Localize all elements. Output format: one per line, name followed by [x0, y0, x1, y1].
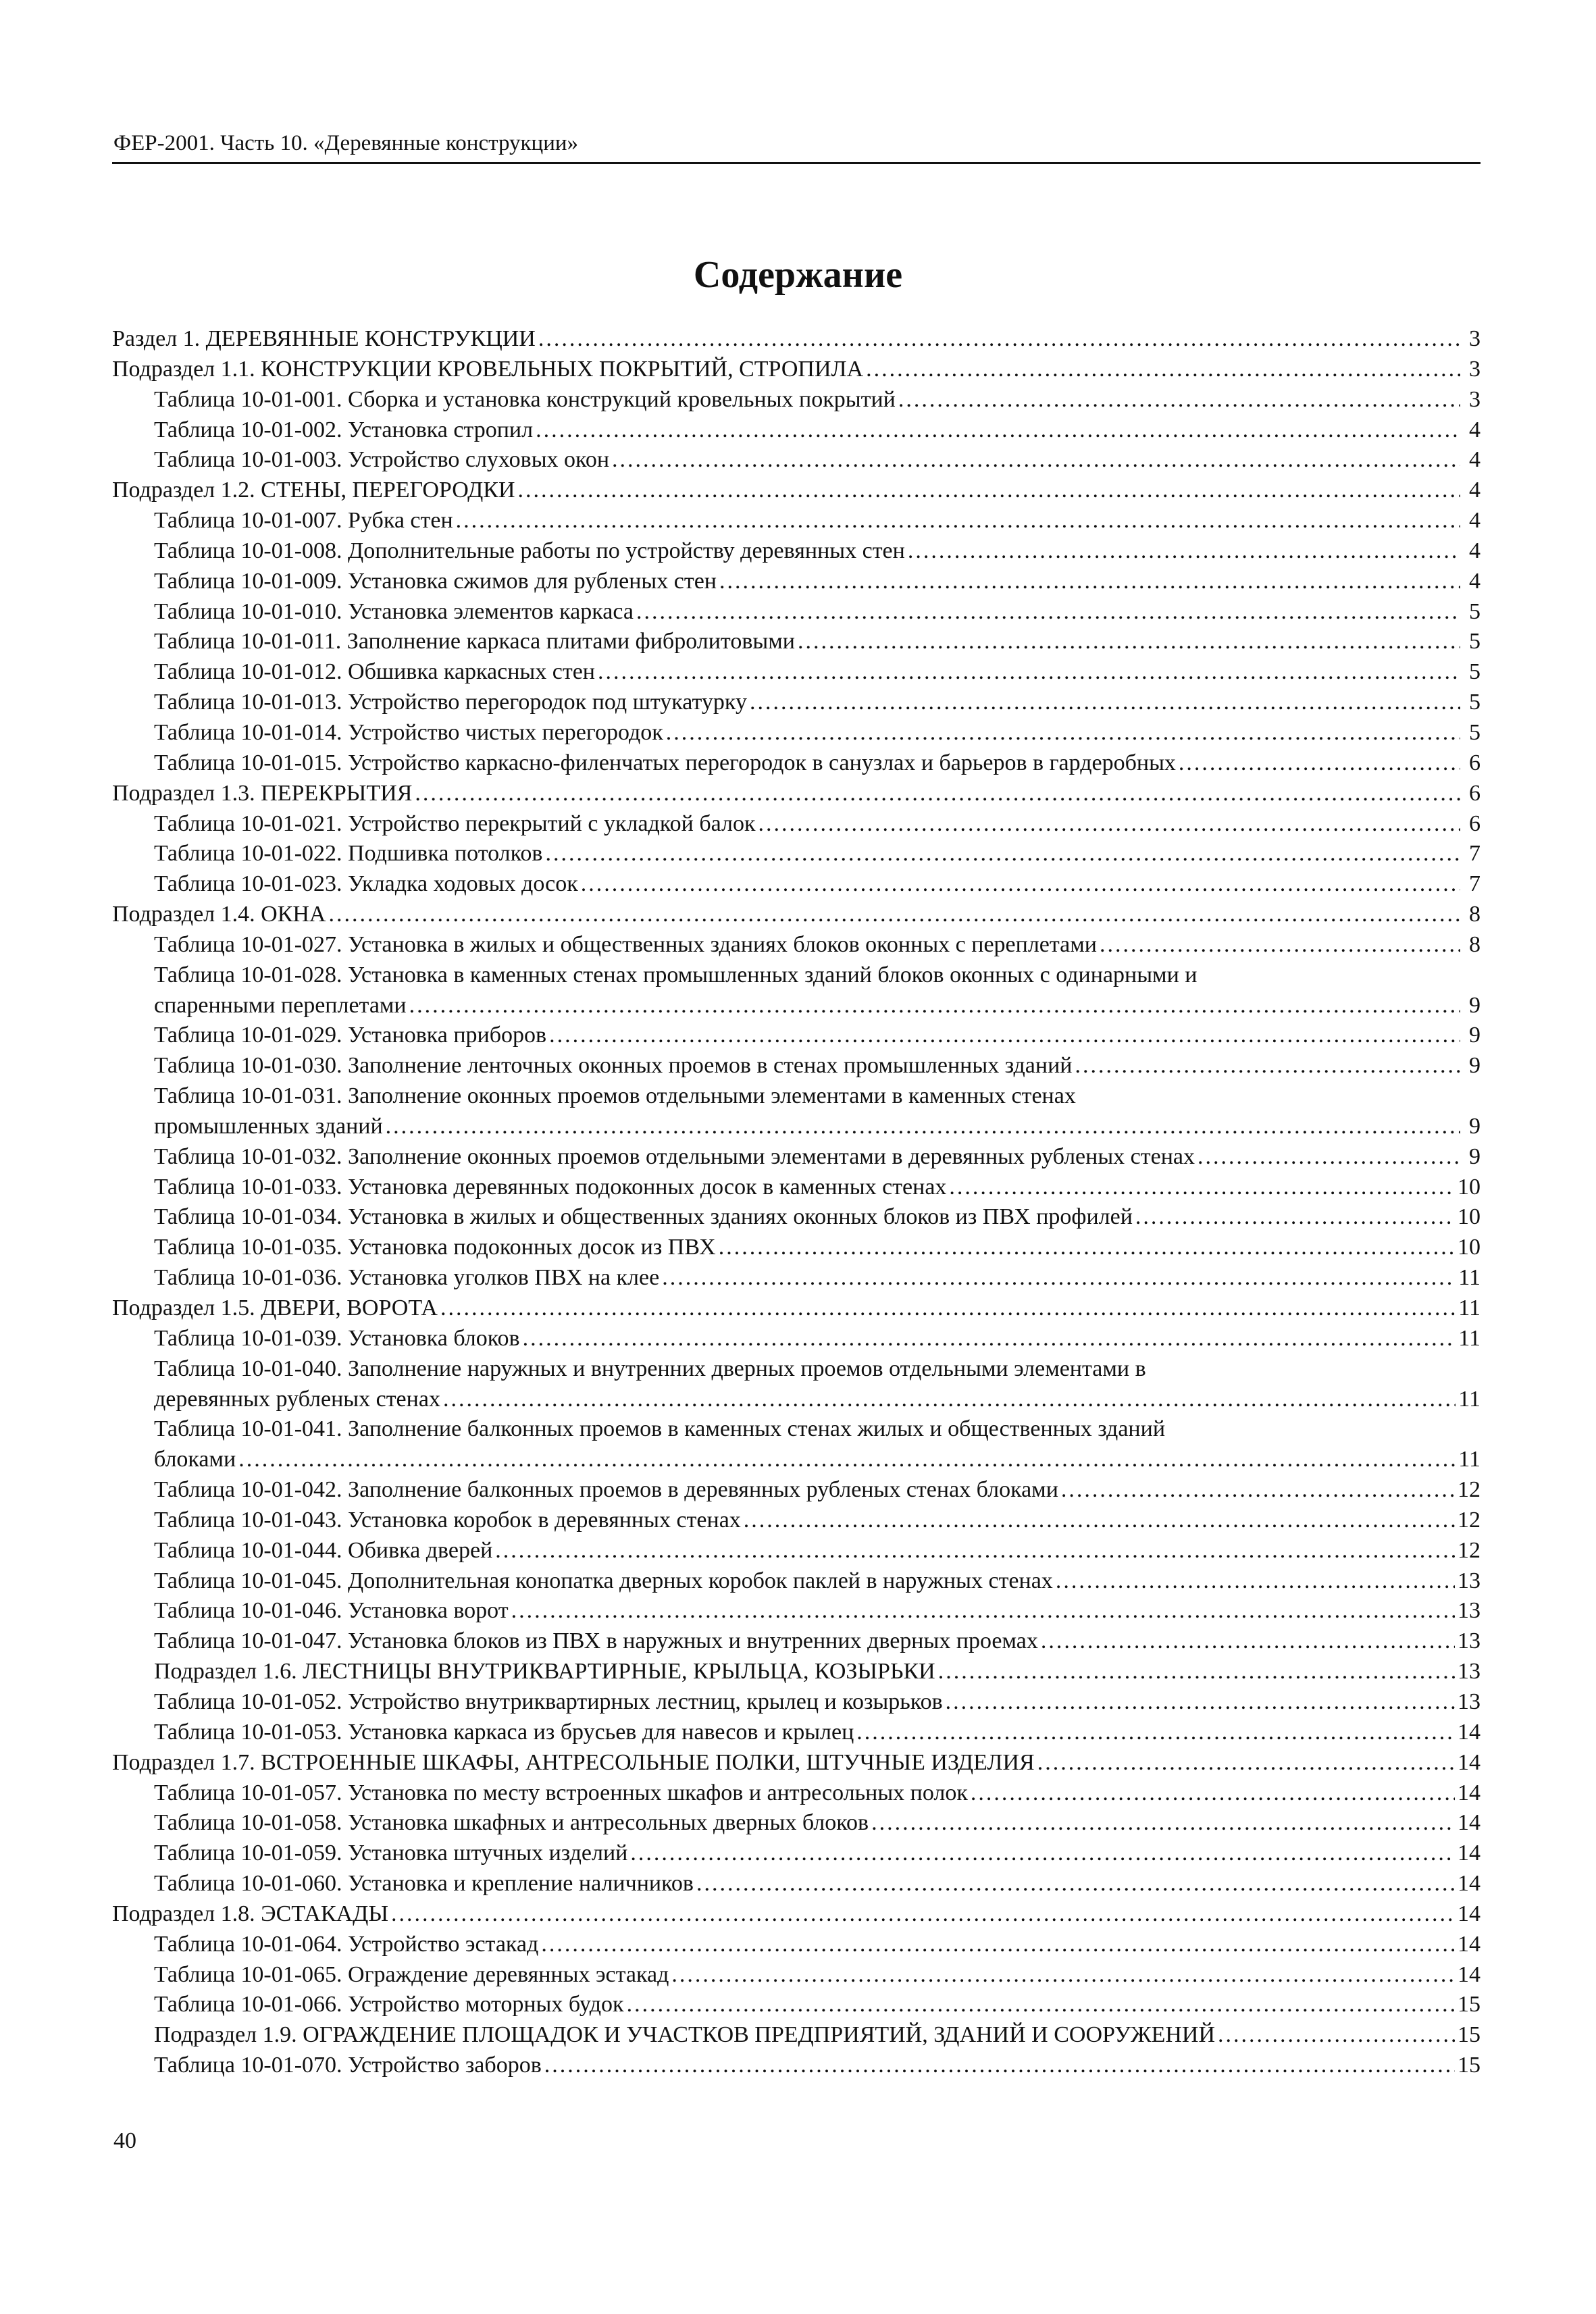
toc-entry-page: 14: [1458, 1871, 1481, 1897]
toc-entry[interactable]: [112, 718, 1481, 748]
toc-dot-leader: [538, 324, 1460, 355]
toc-entry[interactable]: [112, 869, 1481, 900]
toc-entry[interactable]: [112, 1960, 1481, 1990]
toc-entry-title: Таблица 10-01-023. Укладка ходовых досок: [154, 871, 578, 897]
toc-entry[interactable]: [112, 1869, 1481, 1899]
toc-entry-page: 6: [1469, 750, 1481, 775]
toc-entry-page: 5: [1469, 598, 1481, 624]
toc-entry-title: Таблица 10-01-012. Обшивка каркасных стен: [154, 659, 595, 685]
toc-entry-row: [112, 1748, 1481, 1778]
toc-entry-page: 3: [1469, 326, 1481, 351]
toc-entry[interactable]: [112, 688, 1481, 718]
toc-dot-leader: [598, 657, 1460, 688]
toc-entry[interactable]: [112, 748, 1481, 779]
toc-entry-page: 11: [1458, 1325, 1481, 1351]
toc-entry-row: [154, 1142, 1481, 1173]
toc-entry-page: 11: [1458, 1295, 1481, 1320]
toc-entry[interactable]: [112, 1657, 1481, 1687]
toc-entry-row: [154, 991, 1481, 1021]
toc-dot-leader: [750, 688, 1460, 718]
toc-entry-row: [154, 1778, 1481, 1809]
toc-dot-leader: [758, 809, 1461, 840]
toc-entry-page: 13: [1458, 1689, 1481, 1714]
toc-entry[interactable]: [112, 355, 1481, 385]
toc-entry-row: [112, 1293, 1481, 1324]
toc-dot-leader: [856, 1718, 1455, 1748]
toc-entry[interactable]: [112, 1930, 1481, 1960]
toc-entry-page: 5: [1469, 690, 1481, 715]
toc-dot-leader: [386, 1112, 1460, 1142]
toc-dot-leader: [798, 627, 1460, 657]
toc-entry-title: Таблица 10-01-009. Установка сжимов для рубленых стен: [154, 568, 717, 594]
toc-entry-row: [154, 415, 1481, 446]
toc-entry[interactable]: [112, 839, 1481, 869]
toc-entry-page: 6: [1469, 780, 1481, 806]
toc-dot-leader: [662, 1263, 1456, 1293]
toc-entry-row: [154, 930, 1481, 960]
toc-entry-title: Таблица 10-01-035. Установка подоконных досок из ПВХ: [154, 1235, 716, 1260]
toc-dot-leader: [744, 1506, 1455, 1536]
toc-entry[interactable]: [112, 415, 1481, 446]
toc-entry-page: 13: [1458, 1568, 1481, 1593]
toc-entry-page: 9: [1469, 992, 1481, 1018]
toc-entry-title: Таблица 10-01-053. Установка каркаса из брусьев для навесов и крылец: [154, 1719, 854, 1745]
toc-entry-title: Таблица 10-01-044. Обивка дверей: [154, 1537, 493, 1563]
toc-entry-title: Таблица 10-01-010. Установка элементов каркаса: [154, 598, 634, 624]
toc-entry-page: 11: [1458, 1265, 1481, 1291]
toc-entry-page: 10: [1458, 1235, 1481, 1260]
toc-entry-page: 10: [1458, 1174, 1481, 1200]
toc-entry-page: 14: [1458, 1780, 1481, 1805]
toc-entry-row: [154, 1233, 1481, 1263]
toc-entry-page: 5: [1469, 659, 1481, 685]
toc-dot-leader: [549, 1021, 1460, 1051]
toc-entry-title: Таблица 10-01-021. Устройство перекрытий с укладкой балок: [154, 811, 756, 836]
toc-entry-title: Подраздел 1.4. ОКНА: [112, 902, 326, 927]
toc-entry[interactable]: [112, 900, 1481, 930]
toc-entry-row: [154, 1202, 1481, 1233]
header-rule: [112, 162, 1481, 164]
toc-entry[interactable]: [112, 1021, 1481, 1051]
toc-entry-page: 13: [1458, 1659, 1481, 1685]
toc-dot-leader: [518, 475, 1460, 506]
toc-entry-row: [154, 1506, 1481, 1536]
toc-entry-row: [154, 1960, 1481, 1990]
toc-dot-leader: [536, 415, 1460, 446]
toc-entry-row: [154, 1808, 1481, 1839]
toc-entry-title: Подраздел 1.1. КОНСТРУКЦИИ КРОВЕЛЬНЫХ ПОКРЫТИЙ, СТРОПИЛА: [112, 356, 864, 382]
toc-entry-row: [154, 597, 1481, 627]
toc-entry-title: Таблица 10-01-030. Заполнение ленточных оконных проемов в стенах промышленных зданий: [154, 1053, 1073, 1079]
toc-entry-row: [154, 1112, 1481, 1142]
toc-dot-leader: [440, 1293, 1456, 1324]
toc-dot-leader: [719, 1233, 1455, 1263]
toc-entry[interactable]: [112, 324, 1481, 355]
toc-entry-page: 4: [1469, 538, 1481, 563]
toc-dot-leader: [1218, 2020, 1455, 2051]
toc-entry-title: Подраздел 1.6. ЛЕСТНИЦЫ ВНУТРИКВАРТИРНЫЕ, КРЫЛЬЦА, КОЗЫРЬКИ: [154, 1659, 935, 1685]
toc-dot-leader: [328, 900, 1460, 930]
toc-dot-leader: [1135, 1202, 1455, 1233]
toc-entry-page: 11: [1458, 1386, 1481, 1412]
toc-entry[interactable]: [112, 1051, 1481, 1081]
toc-entry-page: 5: [1469, 719, 1481, 745]
toc-entry-row: [154, 839, 1481, 869]
toc-entry-page: 14: [1458, 1810, 1481, 1836]
toc-entry-title-line1: Таблица 10-01-028. Установка в каменных стенах промышленных зданий блоков оконных с одинарными и: [154, 962, 1198, 987]
toc-entry-title: Таблица 10-01-001. Сборка и установка конструкций кровельных покрытий: [154, 386, 896, 412]
toc-entry[interactable]: [112, 809, 1481, 840]
toc-entry-row: [154, 657, 1481, 688]
toc-entry[interactable]: [112, 1990, 1481, 2020]
toc-entry-row: [154, 567, 1481, 597]
toc-entry[interactable]: [112, 1324, 1481, 1354]
toc-dot-leader: [696, 1869, 1455, 1899]
toc-entry-page: 9: [1469, 1023, 1481, 1048]
toc-entry[interactable]: [112, 1839, 1481, 1869]
toc-entry-page: 15: [1458, 2053, 1481, 2078]
toc-entry-title: Таблица 10-01-002. Установка стропил: [154, 417, 534, 442]
toc-entry-title-line1: Таблица 10-01-031. Заполнение оконных проемов отдельными элементами в каменных стенах: [154, 1083, 1076, 1109]
page-title: Содержание: [693, 254, 903, 296]
toc-entry[interactable]: [112, 779, 1481, 809]
toc-entry-title: Таблица 10-01-013. Устройство перегородок под штукатурку: [154, 690, 747, 715]
toc-entry-row: [154, 869, 1481, 900]
toc-entry-page: 12: [1458, 1477, 1481, 1503]
toc-entry-row: [154, 688, 1481, 718]
toc-entry-title: Таблица 10-01-015. Устройство каркасно-филенчатых перегородок в санузлах и барьеров в гардеробных: [154, 750, 1176, 775]
toc-dot-leader: [1198, 1142, 1460, 1173]
toc-entry-title: Подраздел 1.3. ПЕРЕКРЫТИЯ: [112, 780, 413, 806]
toc-entry-title: Таблица 10-01-066. Устройство моторных будок: [154, 1992, 624, 2017]
toc-entry-title: Таблица 10-01-027. Установка в жилых и общественных зданиях блоков оконных с переплетами: [154, 931, 1097, 957]
toc-entry[interactable]: [112, 1778, 1481, 1809]
toc-entry-page: 3: [1469, 386, 1481, 412]
toc-entry-row: [112, 779, 1481, 809]
toc-entry-title-line1: Таблица 10-01-041. Заполнение балконных проемов в каменных стенах жилых и общественных зданий: [154, 1416, 1166, 1442]
toc-dot-leader: [523, 1324, 1456, 1354]
toc-entry-title: Таблица 10-01-011. Заполнение каркаса плитами фибролитовыми: [154, 629, 795, 654]
toc-dot-leader: [409, 991, 1460, 1021]
toc-dot-leader: [495, 1536, 1455, 1566]
toc-entry-title: Подраздел 1.5. ДВЕРИ, ВОРОТА: [112, 1295, 438, 1320]
toc-entry[interactable]: [112, 445, 1481, 475]
toc-entry-row: [154, 1173, 1481, 1203]
toc-entry-row: [154, 1324, 1481, 1354]
toc-entry[interactable]: [112, 567, 1481, 597]
toc-entry-page: 14: [1458, 1749, 1481, 1775]
toc-entry[interactable]: [112, 1263, 1481, 1293]
toc-entry-row: [112, 355, 1481, 385]
toc-entry[interactable]: [112, 1566, 1481, 1597]
toc-dot-leader: [511, 1596, 1455, 1626]
toc-dot-leader: [946, 1687, 1455, 1718]
table-of-contents: [112, 324, 1481, 2081]
toc-entry-title: Таблица 10-01-046. Установка ворот: [154, 1598, 509, 1624]
toc-entry[interactable]: [112, 1687, 1481, 1718]
toc-entry-page: 4: [1469, 447, 1481, 473]
toc-entry-title: Подраздел 1.7. ВСТРОЕННЫЕ ШКАФЫ, АНТРЕСОЛЬНЫЕ ПОЛКИ, ШТУЧНЫЕ ИЗДЕЛИЯ: [112, 1749, 1035, 1775]
toc-entry-page: 4: [1469, 417, 1481, 442]
toc-entry[interactable]: [112, 1506, 1481, 1536]
toc-entry-page: 9: [1469, 1143, 1481, 1169]
toc-entry-title: Таблица 10-01-070. Устройство заборов: [154, 2053, 542, 2078]
toc-entry-row: [154, 1536, 1481, 1566]
toc-dot-leader: [1100, 930, 1460, 960]
toc-entry[interactable]: [112, 1414, 1481, 1475]
toc-entry[interactable]: [112, 1293, 1481, 1324]
toc-dot-leader: [949, 1173, 1455, 1203]
toc-entry[interactable]: [112, 1202, 1481, 1233]
toc-entry[interactable]: [112, 1536, 1481, 1566]
toc-dot-leader: [1179, 748, 1460, 779]
toc-entry[interactable]: [112, 1233, 1481, 1263]
toc-dot-leader: [238, 1445, 1456, 1475]
toc-entry[interactable]: [112, 1899, 1481, 1930]
toc-entry-row: [154, 1839, 1481, 1869]
toc-entry-title: деревянных рубленых стенах: [154, 1386, 440, 1412]
toc-dot-leader: [938, 1657, 1455, 1687]
toc-dot-leader: [636, 597, 1460, 627]
toc-entry[interactable]: [112, 1718, 1481, 1748]
toc-entry-row: [154, 809, 1481, 840]
toc-dot-leader: [971, 1778, 1455, 1809]
toc-entry-page: 14: [1458, 1961, 1481, 1987]
toc-entry[interactable]: [112, 597, 1481, 627]
toc-entry-title: Таблица 10-01-047. Установка блоков из ПВХ в наружных и внутренних дверных проемах: [154, 1628, 1038, 1654]
toc-entry[interactable]: [112, 1354, 1481, 1415]
toc-dot-leader: [1061, 1475, 1455, 1506]
toc-entry[interactable]: [112, 960, 1481, 1021]
toc-entry-title: Таблица 10-01-045. Дополнительная конопатка дверных коробок паклей в наружных стенах: [154, 1568, 1053, 1593]
toc-dot-leader: [545, 839, 1460, 869]
toc-entry-row: [154, 2051, 1481, 2081]
toc-entry-row: [154, 1869, 1481, 1899]
toc-entry-title: Таблица 10-01-014. Устройство чистых перегородок: [154, 719, 663, 745]
toc-entry-title: Таблица 10-01-029. Установка приборов: [154, 1023, 547, 1048]
toc-entry-row: [154, 1051, 1481, 1081]
toc-entry-page: 11: [1458, 1447, 1481, 1472]
toc-entry[interactable]: [112, 536, 1481, 567]
toc-entry-page: 13: [1458, 1598, 1481, 1624]
toc-entry-page: 10: [1458, 1204, 1481, 1230]
toc-entry-page: 4: [1469, 478, 1481, 503]
toc-entry-title: Таблица 10-01-059. Установка штучных изделий: [154, 1841, 628, 1866]
toc-dot-leader: [1075, 1051, 1461, 1081]
toc-entry[interactable]: [112, 385, 1481, 415]
toc-entry[interactable]: [112, 930, 1481, 960]
toc-dot-leader: [612, 445, 1460, 475]
toc-entry-title: Таблица 10-01-022. Подшивка потолков: [154, 841, 543, 867]
toc-entry-title: Таблица 10-01-008. Дополнительные работы по устройству деревянных стен: [154, 538, 905, 563]
toc-entry[interactable]: [112, 1475, 1481, 1506]
toc-entry[interactable]: [112, 506, 1481, 536]
toc-entry[interactable]: [112, 657, 1481, 688]
toc-entry-title: спаренными переплетами: [154, 992, 407, 1018]
toc-entry-page: 7: [1469, 871, 1481, 897]
toc-dot-leader: [1056, 1566, 1455, 1597]
toc-dot-leader: [898, 385, 1460, 415]
toc-entry-row: [154, 748, 1481, 779]
toc-entry[interactable]: [112, 1596, 1481, 1626]
toc-entry-row: [154, 1626, 1481, 1657]
toc-entry-title: Раздел 1. ДЕРЕВЯННЫЕ КОНСТРУКЦИИ: [112, 326, 536, 351]
toc-entry-page: 4: [1469, 568, 1481, 594]
running-header: ФЕР-2001. Часть 10. «Деревянные конструкции»: [113, 131, 579, 155]
toc-entry-title: Таблица 10-01-064. Устройство эстакад: [154, 1931, 539, 1957]
page-number: 40: [113, 2128, 136, 2153]
toc-entry-page: 15: [1458, 1992, 1481, 2017]
toc-entry-title-line1: Таблица 10-01-040. Заполнение наружных и внутренних дверных проемов отдельными элементами в: [154, 1356, 1146, 1381]
toc-entry-row: [154, 1445, 1481, 1475]
toc-entry-page: 9: [1469, 1113, 1481, 1139]
toc-entry-title: Таблица 10-01-039. Установка блоков: [154, 1325, 520, 1351]
toc-entry[interactable]: [112, 1081, 1481, 1142]
toc-entry-title: Таблица 10-01-036. Установка уголков ПВХ на клее: [154, 1265, 660, 1291]
toc-entry-title: Таблица 10-01-007. Рубка стен: [154, 508, 453, 534]
toc-entry-page: 12: [1458, 1507, 1481, 1533]
toc-entry-title: Таблица 10-01-043. Установка коробок в деревянных стенах: [154, 1507, 741, 1533]
toc-dot-leader: [443, 1385, 1456, 1415]
toc-entry-title: Таблица 10-01-033. Установка деревянных подоконных досок в каменных стенах: [154, 1174, 947, 1200]
toc-dot-leader: [627, 1990, 1455, 2020]
toc-entry-page: 12: [1458, 1537, 1481, 1563]
toc-entry[interactable]: [112, 1748, 1481, 1778]
toc-entry-row: [112, 1899, 1481, 1930]
toc-entry-title: Таблица 10-01-058. Установка шкафных и антресольных дверных блоков: [154, 1810, 869, 1836]
toc-entry-row: [154, 536, 1481, 567]
toc-entry-title: Таблица 10-01-052. Устройство внутриквартирных лестниц, крылец и козырьков: [154, 1689, 943, 1714]
toc-entry-page: 4: [1469, 508, 1481, 534]
toc-entry-row: [112, 324, 1481, 355]
toc-dot-leader: [541, 1930, 1455, 1960]
toc-entry[interactable]: [112, 1173, 1481, 1203]
toc-entry-title: Таблица 10-01-065. Ограждение деревянных эстакад: [154, 1961, 669, 1987]
toc-entry-row: [154, 1718, 1481, 1748]
toc-entry-row: [154, 1687, 1481, 1718]
toc-entry-title: Таблица 10-01-034. Установка в жилых и общественных зданиях оконных блоков из ПВХ профилей: [154, 1204, 1133, 1230]
toc-dot-leader: [908, 536, 1460, 567]
toc-dot-leader: [415, 779, 1460, 809]
toc-entry-row: [154, 1930, 1481, 1960]
toc-entry-row: [154, 1566, 1481, 1597]
toc-entry-title: Подраздел 1.2. СТЕНЫ, ПЕРЕГОРОДКИ: [112, 478, 515, 503]
toc-entry-row: [154, 1657, 1481, 1687]
toc-entry-row: [154, 718, 1481, 748]
toc-dot-leader: [630, 1839, 1455, 1869]
toc-entry-row: [154, 385, 1481, 415]
toc-entry-title: Таблица 10-01-042. Заполнение балконных проемов в деревянных рубленых стенах блоками: [154, 1477, 1058, 1503]
toc-entry-page: 9: [1469, 1053, 1481, 1079]
toc-entry-page: 14: [1458, 1931, 1481, 1957]
toc-entry-row: [154, 445, 1481, 475]
toc-entry-row: [112, 475, 1481, 506]
toc-entry-page: 8: [1469, 902, 1481, 927]
toc-dot-leader: [666, 718, 1460, 748]
toc-entry-title: блоками: [154, 1447, 236, 1472]
toc-entry-title: Таблица 10-01-057. Установка по месту встроенных шкафов и антресольных полок: [154, 1780, 968, 1805]
toc-entry-page: 15: [1458, 2022, 1481, 2048]
toc-entry-page: 5: [1469, 629, 1481, 654]
toc-entry-title: промышленных зданий: [154, 1113, 383, 1139]
toc-entry[interactable]: [112, 1142, 1481, 1173]
toc-entry-row: [154, 627, 1481, 657]
toc-dot-leader: [456, 506, 1460, 536]
toc-entry-title: Таблица 10-01-003. Устройство слуховых окон: [154, 447, 610, 473]
toc-entry-row: [154, 1596, 1481, 1626]
toc-entry-page: 8: [1469, 931, 1481, 957]
toc-entry-page: 14: [1458, 1719, 1481, 1745]
toc-entry[interactable]: [112, 2020, 1481, 2051]
toc-dot-leader: [671, 1960, 1455, 1990]
toc-entry-row: [154, 1475, 1481, 1506]
toc-entry-row: [154, 2020, 1481, 2051]
toc-entry-title: Таблица 10-01-060. Установка и крепление наличников: [154, 1871, 694, 1897]
toc-entry-row: [154, 1385, 1481, 1415]
toc-entry[interactable]: [112, 475, 1481, 506]
toc-entry-row: [154, 1021, 1481, 1051]
toc-entry[interactable]: [112, 2051, 1481, 2081]
toc-entry-page: 3: [1469, 356, 1481, 382]
toc-entry-title: Подраздел 1.9. ОГРАЖДЕНИЕ ПЛОЩАДОК И УЧАСТКОВ ПРЕДПРИЯТИЙ, ЗДАНИЙ И СООРУЖЕНИЙ: [154, 2022, 1216, 2048]
toc-entry-row: [112, 900, 1481, 930]
toc-dot-leader: [719, 567, 1460, 597]
toc-entry-row: [154, 1990, 1481, 2020]
toc-entry-page: 6: [1469, 811, 1481, 836]
toc-entry[interactable]: [112, 1808, 1481, 1839]
toc-entry-title: Подраздел 1.8. ЭСТАКАДЫ: [112, 1901, 388, 1926]
toc-entry-title: Таблица 10-01-032. Заполнение оконных проемов отдельными элементами в деревянных рубленых стенах: [154, 1143, 1195, 1169]
toc-entry-row: [154, 506, 1481, 536]
toc-dot-leader: [581, 869, 1460, 900]
toc-dot-leader: [544, 2051, 1455, 2081]
toc-dot-leader: [391, 1899, 1455, 1930]
toc-entry-page: 14: [1458, 1841, 1481, 1866]
toc-dot-leader: [866, 355, 1460, 385]
toc-entry-row: [154, 1263, 1481, 1293]
toc-dot-leader: [1037, 1748, 1455, 1778]
toc-entry-page: 13: [1458, 1628, 1481, 1654]
toc-entry[interactable]: [112, 627, 1481, 657]
toc-entry-page: 14: [1458, 1901, 1481, 1926]
toc-dot-leader: [871, 1808, 1455, 1839]
toc-entry[interactable]: [112, 1626, 1481, 1657]
toc-entry-page: 7: [1469, 841, 1481, 867]
toc-dot-leader: [1041, 1626, 1455, 1657]
